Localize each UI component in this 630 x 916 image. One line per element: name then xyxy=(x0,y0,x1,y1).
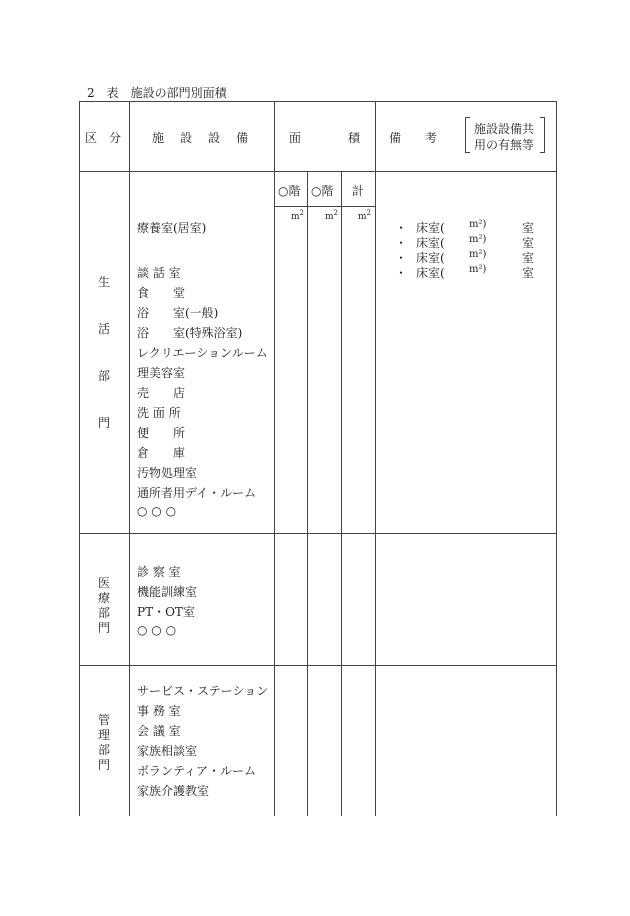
section-label-char: 理 xyxy=(97,728,110,742)
remarks-suffix: 室 xyxy=(522,266,535,280)
facility-item: 便 所 xyxy=(137,426,186,440)
facility-item: 倉 庫 xyxy=(137,446,186,460)
facility-item: ○ ○ ○ xyxy=(137,623,177,637)
area-subheader-total: 計 xyxy=(352,184,365,198)
remarks-suffix: 室 xyxy=(522,236,535,250)
column-divider xyxy=(341,171,342,816)
unit-label: $m^2$ xyxy=(325,209,339,222)
remarks-note-line1: 施設設備共 xyxy=(474,122,535,136)
remarks-unit: m²) xyxy=(469,264,487,275)
facility-item: サービス・ステーション xyxy=(137,684,269,698)
remarks-suffix: 室 xyxy=(522,221,535,235)
facility-item: レクリエーションルーム xyxy=(137,346,268,360)
section-label-char: 活 xyxy=(97,322,110,336)
facility-item: 家族介護教室 xyxy=(137,784,210,798)
unit-label: $m^2$ xyxy=(291,209,305,222)
section-label-char: 部 xyxy=(97,606,110,620)
area-subheader-floor1: ○階 xyxy=(278,184,301,198)
header-area-right: 積 xyxy=(348,131,361,145)
remarks-note-line2: 用の有無等 xyxy=(474,138,535,152)
remarks-label: 床室( xyxy=(416,251,445,265)
section-divider xyxy=(79,533,557,534)
remarks-bullet: ・ xyxy=(395,266,408,280)
facility-item: 理美容室 xyxy=(137,366,186,380)
subheader-divider xyxy=(274,206,375,207)
section-label-char: 門 xyxy=(97,758,110,772)
facility-item: 療養室(居室) xyxy=(137,221,207,235)
facility-item: ○ ○ ○ xyxy=(137,504,177,518)
remarks-unit: m²) xyxy=(469,249,487,260)
facility-item: 売 店 xyxy=(137,386,186,400)
table-border-left xyxy=(79,101,80,816)
facility-item: 食 堂 xyxy=(137,286,186,300)
section-label-char: 管 xyxy=(97,713,110,727)
header-divider xyxy=(79,171,557,172)
facility-item: 診 察 室 xyxy=(137,565,181,579)
column-divider xyxy=(375,101,376,816)
remarks-unit: m²) xyxy=(469,234,487,245)
column-divider xyxy=(129,101,130,816)
remarks-bullet: ・ xyxy=(395,251,408,265)
column-divider xyxy=(274,101,275,816)
section-label-char: 部 xyxy=(97,369,110,383)
section-label-char: 医 xyxy=(97,576,110,590)
remarks-suffix: 室 xyxy=(522,251,535,265)
table-border-right xyxy=(556,101,557,816)
remarks-label: 床室( xyxy=(416,221,445,235)
section-label-char: 療 xyxy=(97,591,110,605)
facility-item: PT・OT室 xyxy=(137,605,195,619)
header-facility: 施 設 設 備 xyxy=(152,131,251,145)
facility-item: 会 議 室 xyxy=(137,724,181,738)
table-border-top xyxy=(79,101,557,102)
table-title: 2 表 施設の部門別面積 xyxy=(87,86,227,100)
section-label-char: 門 xyxy=(97,416,110,430)
section-label-char: 生 xyxy=(97,275,110,289)
facility-item: 汚物処理室 xyxy=(137,466,198,480)
section-label-char: 門 xyxy=(97,621,110,635)
remarks-label: 床室( xyxy=(416,236,445,250)
remarks-bullet: ・ xyxy=(395,236,408,250)
facility-item: ボランティア・ルーム xyxy=(137,764,257,778)
remarks-unit: m²) xyxy=(469,219,487,230)
header-area-left: 面 xyxy=(289,131,302,145)
facility-item: 事 務 室 xyxy=(137,704,181,718)
section-divider xyxy=(79,665,557,666)
remarks-bullet: ・ xyxy=(395,221,408,235)
unit-label: $m^2$ xyxy=(358,209,372,222)
facility-item: 洗 面 所 xyxy=(137,406,181,420)
remarks-label: 床室( xyxy=(416,266,445,280)
facility-item: 浴 室(一般) xyxy=(137,306,219,320)
facility-item: 浴 室(特殊浴室) xyxy=(137,326,243,340)
facility-item: 談 話 室 xyxy=(137,266,181,280)
remarks-note-bracket xyxy=(465,117,545,153)
section-label-char: 部 xyxy=(97,743,110,757)
area-subheader-floor2: ○階 xyxy=(311,184,334,198)
column-divider xyxy=(307,171,308,816)
facility-item: 機能訓練室 xyxy=(137,585,198,599)
facility-item: 家族相談室 xyxy=(137,744,198,758)
header-category: 区 分 xyxy=(85,131,122,145)
header-remarks: 備 考 xyxy=(389,131,438,145)
facility-item: 通所者用デイ・ルーム xyxy=(137,486,257,500)
